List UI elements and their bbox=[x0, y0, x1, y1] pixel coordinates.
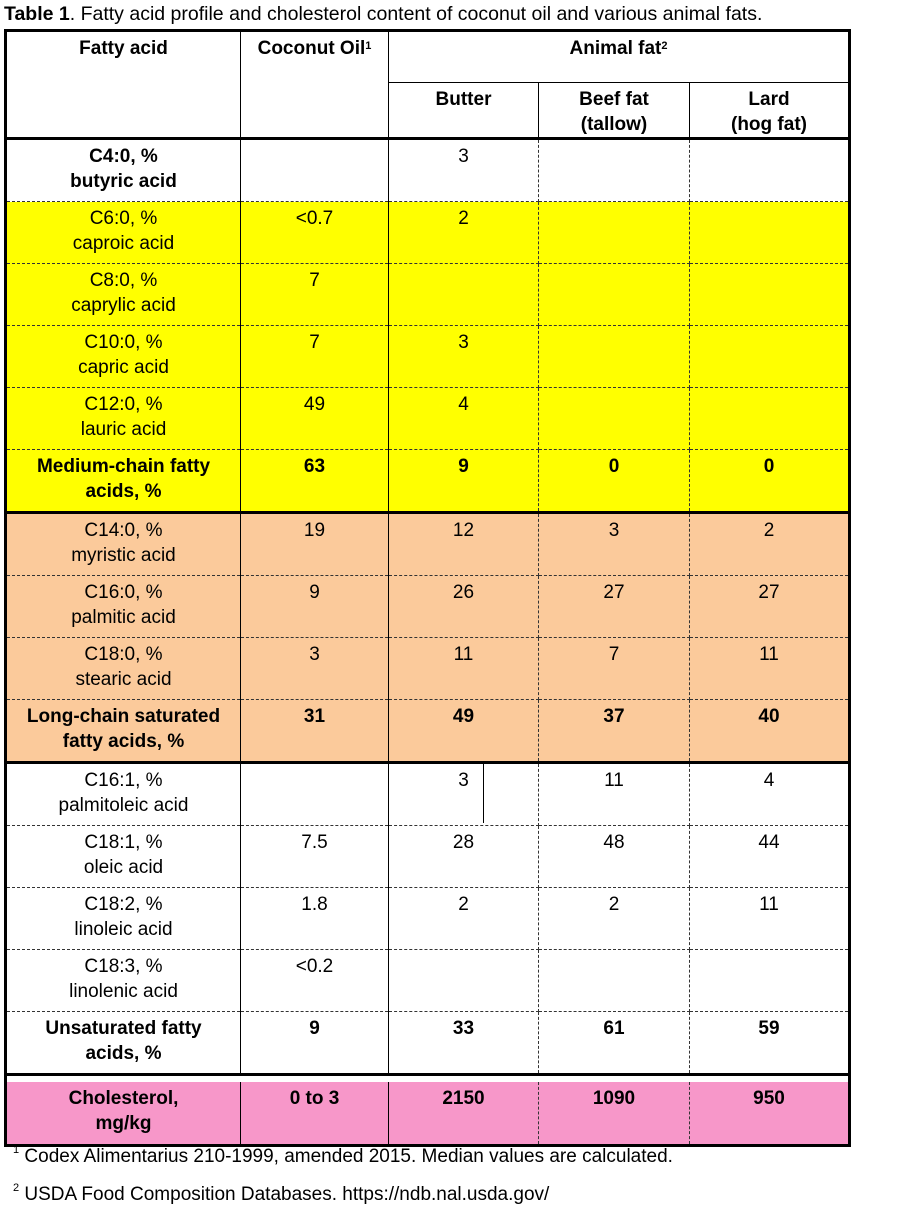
table-row bbox=[6, 888, 850, 950]
cell-butter: 11 bbox=[389, 638, 539, 700]
table-caption-text: . Fatty acid profile and cholesterol content of coconut oil and various animal fats. bbox=[69, 3, 763, 25]
cell-lard bbox=[690, 950, 850, 1012]
cell-beef: 48 bbox=[539, 826, 690, 888]
fatty-acid-table bbox=[4, 29, 851, 1147]
cell-butter: 26 bbox=[389, 576, 539, 638]
spacer-row bbox=[6, 1075, 850, 1083]
row-name: C4:0, % bbox=[89, 146, 158, 167]
row-name: C18:1, % bbox=[84, 832, 163, 853]
row-subname: linolenic acid bbox=[69, 981, 178, 1002]
spacer-cell bbox=[6, 1075, 850, 1083]
header-lard-label: Lard bbox=[748, 89, 790, 110]
row-subname: caproic acid bbox=[72, 233, 175, 254]
header-beef-fat bbox=[539, 83, 690, 139]
table-row bbox=[6, 1082, 850, 1146]
row-label bbox=[6, 450, 241, 513]
table-row bbox=[6, 826, 850, 888]
cell-coconut: 9 bbox=[241, 576, 389, 638]
cell-lard: 950 bbox=[690, 1082, 850, 1146]
cell-lard: 40 bbox=[690, 700, 850, 763]
cell-butter: 9 bbox=[389, 450, 539, 513]
header-coconut-oil-label: Coconut Oil bbox=[257, 38, 366, 59]
row-label bbox=[6, 950, 241, 1012]
cell-coconut: 1.8 bbox=[241, 888, 389, 950]
cell-beef: 1090 bbox=[539, 1082, 690, 1146]
footnote-2 bbox=[13, 1184, 549, 1206]
cell-coconut: 49 bbox=[241, 388, 389, 450]
row-subname: lauric acid bbox=[80, 419, 167, 440]
footnote-ref-2: 2 bbox=[661, 40, 668, 52]
header-row bbox=[6, 31, 850, 83]
cell-coconut: 7.5 bbox=[241, 826, 389, 888]
row-name: C16:0, % bbox=[84, 582, 163, 603]
cell-beef: 7 bbox=[539, 638, 690, 700]
cell-butter: 3 bbox=[389, 139, 539, 202]
cell-beef: 37 bbox=[539, 700, 690, 763]
cell-butter: 3 bbox=[389, 763, 539, 826]
cell-lard: 11 bbox=[690, 638, 850, 700]
row-name: Medium-chain fatty bbox=[36, 456, 211, 477]
row-name: C14:0, % bbox=[84, 520, 163, 541]
cell-lard bbox=[690, 326, 850, 388]
table-caption bbox=[4, 2, 762, 26]
cell-lard: 11 bbox=[690, 888, 850, 950]
footnote-1 bbox=[13, 1146, 673, 1168]
row-label bbox=[6, 700, 241, 763]
cell-butter: 12 bbox=[389, 513, 539, 576]
cell-butter: 2 bbox=[389, 888, 539, 950]
cell-coconut: <0.2 bbox=[241, 950, 389, 1012]
row-subname: mg/kg bbox=[95, 1113, 152, 1134]
cell-butter: 2 bbox=[389, 202, 539, 264]
cell-beef: 2 bbox=[539, 888, 690, 950]
row-subname: capric acid bbox=[78, 357, 169, 378]
cell-coconut: 19 bbox=[241, 513, 389, 576]
row-name: C16:1, % bbox=[84, 770, 163, 791]
cell-butter: 4 bbox=[389, 388, 539, 450]
cell-beef bbox=[539, 264, 690, 326]
table-row bbox=[6, 513, 850, 576]
table-row bbox=[6, 450, 850, 513]
row-subname: stearic acid bbox=[75, 669, 172, 690]
cell-coconut: 7 bbox=[241, 326, 389, 388]
header-animal-fat-label: Animal fat bbox=[569, 38, 662, 59]
header-lard-sub: (hog fat) bbox=[731, 114, 807, 135]
header-animal-fat bbox=[389, 31, 850, 83]
header-beef-fat-label: Beef fat bbox=[579, 89, 649, 110]
footnote-2-mark: 2 bbox=[13, 1182, 20, 1194]
cell-lard: 59 bbox=[690, 1012, 850, 1075]
cell-coconut: 3 bbox=[241, 638, 389, 700]
table-row bbox=[6, 700, 850, 763]
cell-beef bbox=[539, 950, 690, 1012]
table-row bbox=[6, 264, 850, 326]
table-row bbox=[6, 326, 850, 388]
row-subname: butyric acid bbox=[70, 171, 177, 192]
cell-beef: 11 bbox=[539, 763, 690, 826]
row-label bbox=[6, 264, 241, 326]
row-name: C18:2, % bbox=[84, 894, 163, 915]
footnote-ref-1: 1 bbox=[365, 40, 372, 52]
row-label bbox=[6, 1012, 241, 1075]
cell-lard bbox=[690, 388, 850, 450]
cell-lard: 4 bbox=[690, 763, 850, 826]
cell-beef bbox=[539, 326, 690, 388]
row-subname: palmitic acid bbox=[71, 607, 176, 628]
cell-lard bbox=[690, 202, 850, 264]
cell-lard: 44 bbox=[690, 826, 850, 888]
cell-butter bbox=[389, 950, 539, 1012]
cell-butter: 2150 bbox=[389, 1082, 539, 1146]
table-row bbox=[6, 388, 850, 450]
row-name: C8:0, % bbox=[89, 270, 158, 291]
row-name: C18:3, % bbox=[84, 956, 163, 977]
cell-coconut: <0.7 bbox=[241, 202, 389, 264]
row-subname: palmitoleic acid bbox=[58, 795, 189, 816]
header-butter: Butter bbox=[389, 83, 539, 139]
header-beef-fat-sub: (tallow) bbox=[580, 114, 648, 135]
row-label bbox=[6, 1082, 241, 1146]
table-body bbox=[6, 139, 850, 1146]
cell-beef: 27 bbox=[539, 576, 690, 638]
row-subname: linoleic acid bbox=[74, 919, 173, 940]
row-name: Long-chain saturated bbox=[26, 706, 221, 727]
header-coconut-oil bbox=[241, 31, 389, 139]
row-label bbox=[6, 326, 241, 388]
table-row bbox=[6, 763, 850, 826]
footnote-2-text: USDA Food Composition Databases. https://ndb.nal.usda.gov/ bbox=[19, 1184, 550, 1205]
cell-butter: 28 bbox=[389, 826, 539, 888]
row-subname: fatty acids, % bbox=[62, 731, 185, 752]
cell-lard: 2 bbox=[690, 513, 850, 576]
row-label bbox=[6, 513, 241, 576]
table-row bbox=[6, 638, 850, 700]
cell-butter: 33 bbox=[389, 1012, 539, 1075]
table-row bbox=[6, 950, 850, 1012]
row-name: C10:0, % bbox=[84, 332, 163, 353]
cell-coconut bbox=[241, 139, 389, 202]
row-label bbox=[6, 826, 241, 888]
cell-coconut: 0 to 3 bbox=[241, 1082, 389, 1146]
row-label bbox=[6, 388, 241, 450]
table-row bbox=[6, 1012, 850, 1075]
row-label bbox=[6, 139, 241, 202]
table-row bbox=[6, 202, 850, 264]
row-name: Unsaturated fatty bbox=[45, 1018, 202, 1039]
row-name: C12:0, % bbox=[84, 394, 163, 415]
cell-lard: 0 bbox=[690, 450, 850, 513]
cell-coconut bbox=[241, 763, 389, 826]
cell-beef bbox=[539, 202, 690, 264]
table-row bbox=[6, 139, 850, 202]
cell-butter: 49 bbox=[389, 700, 539, 763]
row-subname: acids, % bbox=[85, 1043, 162, 1064]
cell-beef bbox=[539, 388, 690, 450]
row-label bbox=[6, 763, 241, 826]
cell-coconut: 63 bbox=[241, 450, 389, 513]
cell-lard bbox=[690, 264, 850, 326]
row-name: Cholesterol, bbox=[68, 1088, 179, 1109]
cell-beef: 61 bbox=[539, 1012, 690, 1075]
cell-lard bbox=[690, 139, 850, 202]
row-subname: oleic acid bbox=[83, 857, 164, 878]
row-subname: acids, % bbox=[85, 481, 162, 502]
cell-butter bbox=[389, 264, 539, 326]
row-name: C6:0, % bbox=[89, 208, 158, 229]
cell-coconut: 31 bbox=[241, 700, 389, 763]
row-label bbox=[6, 888, 241, 950]
cell-beef: 0 bbox=[539, 450, 690, 513]
table-row bbox=[6, 576, 850, 638]
cell-beef bbox=[539, 139, 690, 202]
row-name: C18:0, % bbox=[84, 644, 163, 665]
cell-butter: 3 bbox=[389, 326, 539, 388]
footnote-1-text: Codex Alimentarius 210-1999, amended 2015. Median values are calculated. bbox=[19, 1146, 673, 1167]
row-label bbox=[6, 638, 241, 700]
cell-coconut: 9 bbox=[241, 1012, 389, 1075]
row-subname: caprylic acid bbox=[71, 295, 176, 316]
cell-coconut: 7 bbox=[241, 264, 389, 326]
cell-lard: 27 bbox=[690, 576, 850, 638]
header-fatty-acid: Fatty acid bbox=[6, 31, 241, 139]
table-caption-label: Table 1 bbox=[4, 3, 70, 25]
header-lard bbox=[690, 83, 850, 139]
cell-beef: 3 bbox=[539, 513, 690, 576]
row-subname: myristic acid bbox=[71, 545, 176, 566]
footnote-1-mark: 1 bbox=[13, 1144, 20, 1156]
row-label bbox=[6, 576, 241, 638]
row-label bbox=[6, 202, 241, 264]
